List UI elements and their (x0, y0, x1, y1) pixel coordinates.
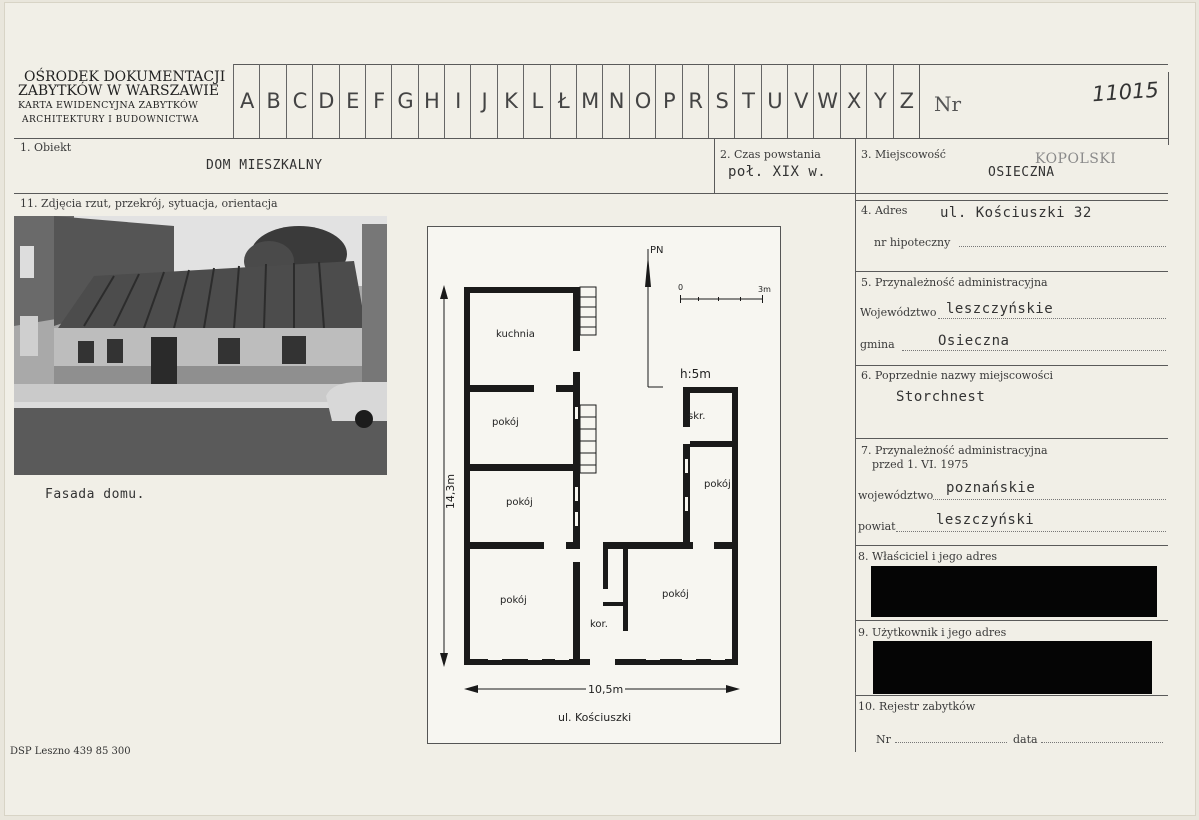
poprzednie-value: Storchnest (896, 389, 986, 405)
photo-caption: Fasada domu. (45, 487, 145, 502)
letter-cell: G (391, 64, 418, 138)
letter-cell: T (734, 64, 761, 138)
woj-przed-label: województwo (858, 489, 934, 502)
wlasciciel-label: 8. Właściciel i jego adres (858, 550, 998, 563)
letter-cell: A (233, 64, 260, 138)
north-label: PN (650, 245, 664, 256)
letter-cell: F (365, 64, 392, 138)
gmina-dots (902, 350, 1166, 351)
room-label-pokoj-3: pokój (500, 595, 527, 606)
rejestr-data-dots (1041, 742, 1163, 743)
letter-cell: B (259, 64, 286, 138)
nr-value: 11015 (1091, 77, 1160, 107)
obiekt-label: 1. Obiekt (20, 141, 72, 154)
room-label-pokoj-5: pokój (662, 589, 689, 600)
institution-line-1: OŚRODEK DOKUMENTACJI (24, 69, 226, 85)
letter-cell: V (787, 64, 814, 138)
letter-cell: L (523, 64, 550, 138)
institution-line-3: KARTA EWIDENCYJNA ZABYTKÓW (18, 100, 199, 111)
letter-cell: Y (866, 64, 893, 138)
rejestr-nr-label: Nr (876, 733, 891, 746)
letter-cell: R (682, 64, 709, 138)
room-label-skr: skr. (688, 411, 706, 422)
woj-przed-value: poznańskie (946, 480, 1036, 496)
letter-cell: D (312, 64, 339, 138)
wlasc-top (855, 545, 1168, 546)
letter-cell: K (497, 64, 524, 138)
room-label-kor: kor. (590, 619, 608, 630)
miejscowosc-value: OSIECZNA (988, 165, 1055, 180)
row1-bottom (14, 193, 1168, 194)
letter-cell: S (708, 64, 735, 138)
letter-cell: C (286, 64, 313, 138)
letter-grid-right (1168, 72, 1169, 145)
czas-label: 2. Czas powstania (720, 148, 821, 161)
miejscowosc-overprint: KOPOLSKI (1035, 151, 1117, 167)
row1-top (14, 138, 1168, 139)
letter-cell: U (761, 64, 788, 138)
czas-value: poł. XIX w. (728, 164, 827, 180)
letter-cell: M (576, 64, 603, 138)
woj-dots (938, 318, 1166, 319)
room-label-pokoj-2: pokój (506, 497, 533, 508)
letter-cell: W (813, 64, 840, 138)
letter-cell: I (444, 64, 471, 138)
room-label-pokoj-1: pokój (492, 417, 519, 428)
rejestr-data-label: data (1013, 733, 1038, 746)
room-label-kuchnia: kuchnia (496, 329, 535, 340)
scale-end: 3m (758, 285, 771, 294)
przyn-przed-label: 7. Przynależność administracyjna (861, 444, 1048, 457)
hipoteczny-dots (959, 246, 1166, 247)
row1-div-1 (714, 138, 715, 193)
adres-value: ul. Kościuszki 32 (940, 205, 1092, 221)
obiekt-value: DOM MIESZKALNY (206, 158, 323, 173)
nr-label: Nr (934, 92, 962, 116)
room-label-pokoj-4: pokój (704, 479, 731, 490)
zdjecia-label: 11. Zdjęcia rzut, przekrój, sytuacja, orientacja (20, 197, 278, 210)
dim-horizontal: 10,5m (588, 683, 624, 696)
powiat-value: leszczyński (936, 512, 1035, 528)
poprzednie-label: 6. Poprzednie nazwy miejscowości (861, 369, 1054, 382)
institution-line-2: ZABYTKÓW W WARSZAWIE (18, 83, 220, 99)
adres-top (855, 200, 1168, 201)
footer-print-code: DSP Leszno 439 85 300 (10, 746, 131, 757)
height-label: h:5m (680, 367, 711, 381)
rejestr-label: 10. Rejestr zabytków (858, 700, 976, 713)
dim-vertical: 14,3m (444, 473, 458, 510)
rejestr-nr-dots (895, 742, 1007, 743)
powiat-label: powiat (858, 520, 896, 533)
przyn-przed-sub: przed 1. VI. 1975 (872, 458, 969, 471)
wlasciciel-redaction (871, 566, 1157, 617)
floor-plan (427, 226, 781, 744)
street-label: ul. Kościuszki (558, 711, 632, 724)
powiat-dots (896, 531, 1166, 532)
woj-value: leszczyńskie (946, 301, 1054, 317)
uzytk-top (855, 620, 1168, 621)
przyn-przed-top (855, 438, 1168, 439)
uzytkownik-label: 9. Użytkownik i jego adres (858, 626, 1007, 639)
nr-divider (919, 64, 920, 138)
institution-line-4: ARCHITEKTURY I BUDOWNICTWA (22, 115, 199, 125)
letter-cell: J (470, 64, 497, 138)
miejscowosc-label: 3. Miejscowość (861, 148, 946, 161)
letter-cell: E (339, 64, 366, 138)
letter-cell: N (602, 64, 629, 138)
przyn-top (855, 271, 1168, 272)
gmina-value: Osieczna (938, 333, 1010, 349)
przyn-label: 5. Przynależność administracyjna (861, 276, 1048, 289)
uzytkownik-redaction (873, 641, 1152, 694)
rejestr-top (855, 695, 1168, 696)
woj-przed-dots (933, 499, 1166, 500)
letter-cell: O (629, 64, 656, 138)
right-column-divider (855, 138, 856, 752)
gmina-label: gmina (860, 338, 895, 351)
letter-cell: H (418, 64, 445, 138)
woj-label: Województwo (860, 306, 937, 319)
poprz-top (855, 365, 1168, 366)
scale-start: 0 (678, 283, 684, 292)
letter-cell: X (840, 64, 867, 138)
letter-cell: P (655, 64, 682, 138)
adres-label: 4. Adres (861, 204, 908, 217)
facade-photo (14, 216, 387, 475)
letter-cell: Z (893, 64, 920, 138)
letter-cell: Ł (550, 64, 577, 138)
hipoteczny-label: nr hipoteczny (874, 236, 951, 249)
